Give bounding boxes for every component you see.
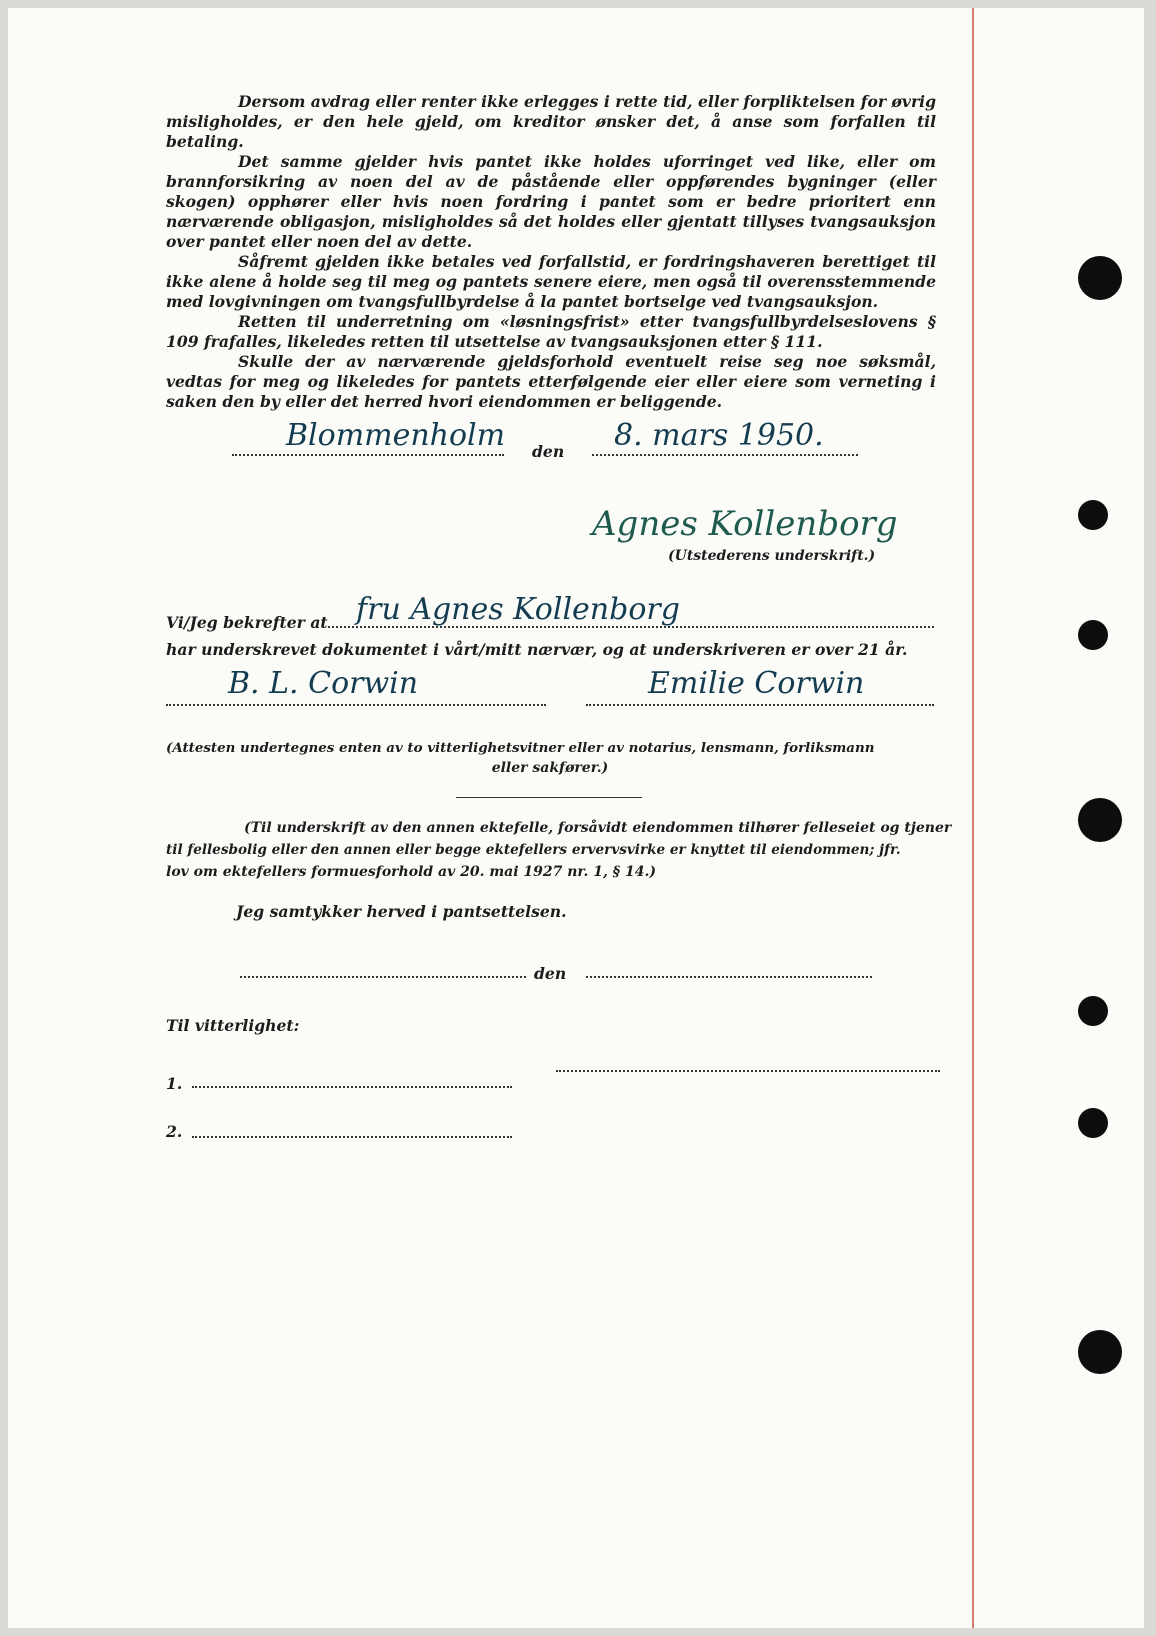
issuer-caption: (Utstederens underskrift.) (668, 548, 876, 564)
witness1-line (166, 704, 546, 706)
den-label: den (532, 442, 565, 461)
place-handwritten: Blommenholm (286, 418, 506, 453)
vitterlighet-line-1 (192, 1086, 512, 1088)
witness2-line (586, 704, 934, 706)
punch-hole (1078, 1108, 1108, 1138)
consent-text: Jeg samtykker herved i pantsettelsen. (236, 902, 567, 921)
date-handwritten: 8. mars 1950. (614, 418, 824, 453)
punch-hole (1078, 620, 1108, 650)
spouse-note-line2: til fellesbolig eller den annen eller begge ektefellers ervervsvirke er knyttet til eiendommen; jfr. (166, 842, 901, 858)
terms-text (166, 92, 936, 412)
paragraph-venue: Skulle der av nærværende gjeldsforhold eventuelt reise seg noe søksmål, vedtas for meg og likeledes for pantets etterfølgende eier eller eiere som verneting i saken den by eller det herred hvori eiendommen er beliggende. (166, 352, 936, 411)
witness-prefix: Vi/Jeg bekrefter at (166, 613, 328, 632)
punch-hole (1078, 996, 1108, 1026)
margin-rule (972, 8, 974, 1628)
witness2-signature: Emilie Corwin (648, 666, 865, 701)
spouse-note-line3: lov om ektefellers formuesforhold av 20. mai 1927 nr. 1, § 14.) (166, 864, 656, 880)
til-vitterlighet-label: Til vitterlighet: (166, 1016, 300, 1035)
date-line (592, 454, 858, 456)
attest-note-line1: (Attesten undertegnes enten av to vitterlighetsvitner eller av notarius, lensmann, forliksmann (166, 740, 875, 756)
consent-signature-line (556, 1070, 940, 1072)
witness1-signature: B. L. Corwin (228, 666, 419, 701)
separator-rule (456, 797, 642, 798)
witness-number-2: 2. (166, 1122, 183, 1141)
consent-date-line (586, 976, 872, 978)
vitterlighet-line-2 (192, 1136, 512, 1138)
place-line (232, 454, 504, 456)
paragraph-enforcement: Såfremt gjelden ikke betales ved forfallstid, er fordringshaveren berettiget til ikke alene å holde seg til meg og pantets senere eiere, men også til overensstemmende med lovgivningen om tvangsfullbyrdelse å la pantet bortselge ved tvangsauksjon. (166, 252, 936, 311)
punch-hole (1078, 798, 1122, 842)
signer-name-handwritten: fru Agnes Kollenborg (356, 592, 680, 627)
paragraph-maintenance: Det samme gjelder hvis pantet ikke holdes uforringet ved like, eller om brannforsikring av noen del av de påstående eller oppførendes bygninger (eller skogen) opphører eller hvis noen fordring i pantet som er bedre prioritert enn nærværende obligasjon, misligholdes så det holdes eller gjentatt tillyses tvangsauksjon over pantet eller noen del av dette. (166, 152, 936, 251)
witness-line2: har underskrevet dokumentet i vårt/mitt nærvær, og at underskriveren er over 21 år. (166, 640, 908, 659)
punch-hole (1078, 500, 1108, 530)
consent-place-line (240, 976, 526, 978)
issuer-signature: Agnes Kollenborg (592, 504, 898, 544)
document-page (8, 8, 1144, 1628)
witness-number-1: 1. (166, 1074, 183, 1093)
punch-hole (1078, 256, 1122, 300)
spouse-note-line1: (Til underskrift av den annen ektefelle, forsåvidt eiendommen tilhører felleseiet og tjener (244, 820, 952, 836)
paragraph-default: Dersom avdrag eller renter ikke erlegges i rette tid, eller forpliktelsen for øvrig misligholdes, er den hele gjeld, om kreditor ønsker det, å anse som forfallen til betaling. (166, 92, 936, 151)
paragraph-notice: Retten til underretning om «løsningsfrist» etter tvangsfullbyrdelseslovens § 109 frafalles, likeledes retten til utsettelse av tvangsauksjonen etter § 111. (166, 312, 936, 351)
attest-note-line2: eller sakfører.) (491, 760, 609, 776)
consent-den-label: den (534, 964, 567, 983)
punch-hole (1078, 1330, 1122, 1374)
